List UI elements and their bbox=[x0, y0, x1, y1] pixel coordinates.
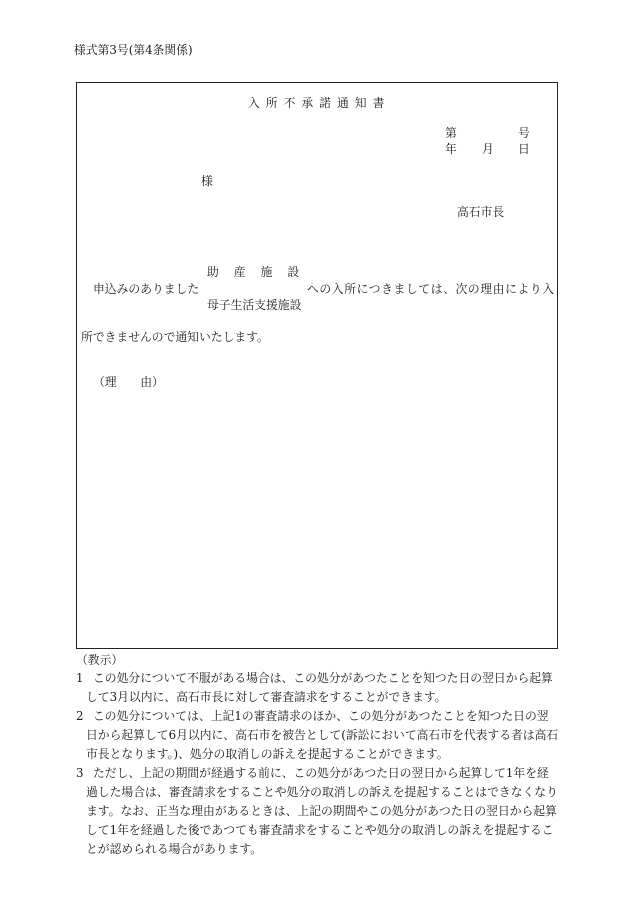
instruction-line: ただし、上記の期間が経過する前に、この処分があつた日の翌日から起算して1年を経 bbox=[93, 766, 549, 780]
body-before: 申込みのありました bbox=[93, 282, 200, 296]
facility-option-2: 母子生活支援施設 bbox=[207, 298, 302, 312]
notice-title: 入所不承諾通知書 bbox=[248, 96, 391, 110]
instruction-line: して1年を経過した後であつても審査請求をすることや処分の取消しの訴えを提起するこ bbox=[86, 823, 554, 837]
instruction-item-number: 1 bbox=[76, 671, 84, 685]
reason-label: （理 由） bbox=[93, 375, 164, 389]
instruction-line: とが認められる場合があります。 bbox=[86, 842, 263, 856]
number-suffix: 号 bbox=[518, 126, 530, 140]
date-day: 日 bbox=[518, 142, 530, 156]
instruction-item-number: 3 bbox=[76, 766, 84, 780]
body-line-2: 所できませんので通知いたします。 bbox=[81, 330, 269, 344]
instruction-line: この処分については、上記1の審査請求のほか、この処分があつたことを知つた日の翌 bbox=[93, 709, 549, 723]
form-number: 様式第3号(第4条関係) bbox=[74, 43, 193, 57]
instruction-line: 日から起算して6月以内に、高石市を被告として(訴訟において高石市を代表する者は高石 bbox=[86, 728, 559, 742]
date-year: 年 bbox=[445, 142, 457, 156]
instruction-line: して3月以内に、高石市長に対して審査請求をすることができます。 bbox=[86, 690, 447, 704]
instruction-line: 市長となります。)、処分の取消しの訴えを提起することができます。 bbox=[86, 747, 449, 761]
date-month: 月 bbox=[482, 142, 494, 156]
instruction-line: 過した場合は、審査請求をすることや処分の取消しの訴えを提起することはできなくなり bbox=[86, 785, 558, 799]
notice-frame bbox=[76, 82, 558, 649]
sender: 高石市長 bbox=[457, 205, 505, 219]
addressee-suffix: 様 bbox=[201, 174, 213, 188]
instruction-item-number: 2 bbox=[76, 709, 84, 723]
instruction-heading: （教示） bbox=[76, 653, 124, 667]
instruction-line: ます。なお、正当な理由があるときは、上記の期間やこの処分があつた日の翌日から起算 bbox=[86, 804, 557, 818]
body-after: への入所につきましては、次の理由により入 bbox=[307, 282, 555, 296]
number-prefix: 第 bbox=[445, 126, 457, 140]
instruction-line: この処分について不服がある場合は、この処分があつたことを知つた日の翌日から起算 bbox=[93, 671, 553, 685]
facility-option-1: 助産施設 bbox=[207, 265, 315, 279]
